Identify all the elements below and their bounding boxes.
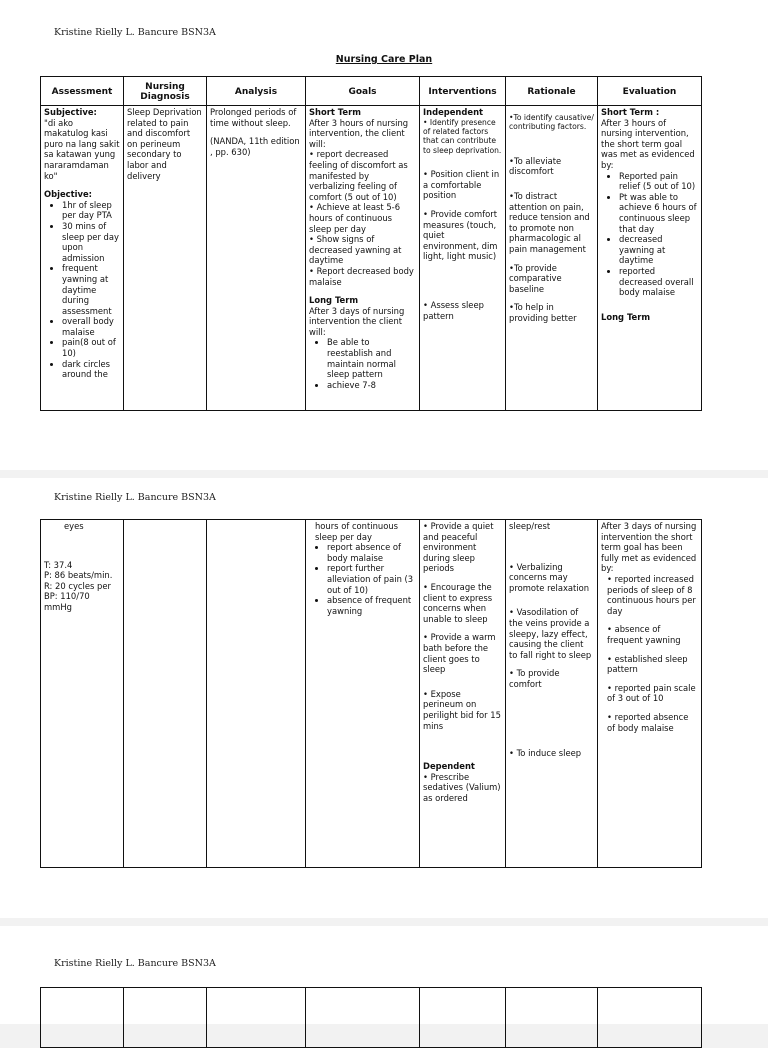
objective-item: • frequent yawning at daytime during assessment xyxy=(62,263,120,316)
goal-item: • Report decreased body malaise xyxy=(309,265,414,287)
page-1 xyxy=(0,0,768,470)
header-interventions: Interventions xyxy=(420,77,506,106)
intervention-item: • Expose perineum on perilight bid for 15 mins xyxy=(423,688,501,731)
goals-cell xyxy=(306,106,420,411)
rationale-item: •To distract attention on pain, reduce tension and to promote non pharmacologic al pain management xyxy=(509,191,590,254)
page-2 xyxy=(0,478,768,918)
header-nursing-diagnosis: Nursing Diagnosis xyxy=(124,77,207,106)
analysis-cell xyxy=(207,520,306,868)
empty-cell xyxy=(506,988,598,1048)
assessment-cell xyxy=(41,106,124,411)
eval-long-term-label: Long Term xyxy=(601,311,651,322)
empty-cell xyxy=(41,988,124,1048)
content-row xyxy=(41,106,702,411)
header-goals: Goals xyxy=(306,77,420,106)
long-term-label: Long Term xyxy=(309,295,359,306)
interventions-cell xyxy=(420,520,506,868)
analysis-cell xyxy=(207,106,306,411)
empty-cell xyxy=(598,988,702,1048)
eval-item: • reported increased periods of sleep of 8 continuous hours per day xyxy=(607,573,696,616)
rationale-cell xyxy=(506,520,598,868)
eval-item: • established sleep pattern xyxy=(607,653,688,675)
intervention-item: • Provide a warm bath before the client goes to sleep xyxy=(423,632,496,675)
objective-item: • 1hr of sleep per day PTA xyxy=(62,200,120,221)
intervention-item: • Identify presence of related factors that can contribute to sleep deprivation. xyxy=(423,117,502,155)
goal-item: • Show signs of decreased yawning at daytime xyxy=(309,234,402,266)
page-title: Nursing Care Plan xyxy=(335,54,433,65)
goal-item: • report decreased feeling of discomfort as manifested by verbalizing feeling of comfort (5 out of 10) xyxy=(309,149,408,202)
dependent-item: • Prescribe sedatives (Valium) as ordered xyxy=(423,771,501,803)
objective-item: • pain(8 out of 10) xyxy=(62,337,120,358)
page-3 xyxy=(0,926,768,1024)
care-plan-table-continued xyxy=(40,987,702,1048)
long-term-intro: After 3 days of nursing intervention the client will: xyxy=(309,305,405,337)
rationale-item: •To identify causative/ contributing factors. xyxy=(509,113,594,132)
short-term-label: Short Term xyxy=(309,107,361,117)
objective-item: • 30 mins of sleep per day upon admission xyxy=(62,221,120,263)
eval-short-term-intro: After 3 hours of nursing intervention, the short term goal was met as evidenced by: xyxy=(601,117,695,170)
goal-item: • report further alleviation of pain (3 out of 10) xyxy=(327,563,416,595)
eval-short-term-label: Short Term : xyxy=(601,107,660,117)
assessment-cell xyxy=(41,520,124,868)
analysis-reference: (NANDA, 11th edition , pp. 630) xyxy=(210,136,300,157)
objective-item: • overall body malaise xyxy=(62,316,120,337)
long-term-item: • Be able to reestablish and maintain normal sleep pattern xyxy=(327,337,416,379)
eval-item: • Reported pain relief (5 out of 10) xyxy=(619,171,698,192)
empty-cell xyxy=(124,988,207,1048)
assessment-continued: eyes xyxy=(64,521,84,531)
vital-sign: BP: 110/70 mmHg xyxy=(44,591,90,612)
rationale-item: sleep/rest xyxy=(509,521,551,531)
goal-item: • Achieve at least 5-6 hours of continuous sleep per day xyxy=(309,202,401,234)
author-line: Kristine Rielly L. Bancure BSN3A xyxy=(54,958,216,969)
care-plan-table-continued xyxy=(40,519,702,868)
care-plan-table xyxy=(40,76,702,411)
intervention-item: • Provide comfort measures (touch, quiet environment, dim light, light music) xyxy=(423,209,498,262)
goal-continued: hours of continuous sleep per day xyxy=(315,521,399,542)
rationale-item: • Vasodilation of the veins provide a sleepy, lazy effect, causing the client to fall right to sleep xyxy=(509,607,592,660)
dependent-label: Dependent xyxy=(423,761,475,772)
eval-item: • reported decreased overall body malaise xyxy=(619,266,698,298)
eval-item: • reported absence of body malaise xyxy=(607,711,689,733)
content-row xyxy=(41,520,702,868)
header-analysis: Analysis xyxy=(207,77,306,106)
vital-sign: R: 20 cycles per xyxy=(44,580,111,591)
goal-item: • report absence of body malaise xyxy=(327,542,416,563)
eval-item: • absence of frequent yawning xyxy=(607,624,681,645)
goal-item: • absence of frequent yawning xyxy=(327,595,416,616)
goals-cell xyxy=(306,520,420,868)
vital-sign: P: 86 beats/min. xyxy=(44,570,113,581)
intervention-item: • Position client in a comfortable position xyxy=(423,169,500,201)
analysis-text: Prolonged periods of time without sleep. xyxy=(210,107,297,128)
empty-cell xyxy=(420,988,506,1048)
intervention-item: • Encourage the client to express concerns when unable to sleep xyxy=(423,581,493,624)
eval-item: • Pt was able to achieve 6 hours of continuous sleep that day xyxy=(619,192,698,234)
objective-item: • dark circles around the xyxy=(62,359,120,380)
interventions-cell xyxy=(420,106,506,411)
diagnosis-text: Sleep Deprivation related to pain and discomfort on perineum secondary to labor and delivery xyxy=(127,107,202,181)
rationale-item: •To alleviate discomfort xyxy=(509,155,562,177)
evaluation-cell xyxy=(598,520,702,868)
intervention-item: • Provide a quiet and peaceful environment during sleep periods xyxy=(423,521,494,574)
header-evaluation: Evaluation xyxy=(598,77,702,106)
header-rationale: Rationale xyxy=(506,77,598,106)
subjective-text: "di ako makatulog kasi puro na lang sakit sa katawan yung nararamdaman ko" xyxy=(44,117,120,181)
empty-cell xyxy=(306,988,420,1048)
diagnosis-cell xyxy=(124,520,207,868)
empty-cell xyxy=(207,988,306,1048)
evaluation-cell xyxy=(598,106,702,411)
header-assessment: Assessment xyxy=(41,77,124,106)
vital-sign: T: 37.4 xyxy=(44,559,73,570)
rationale-item: •To provide comparative baseline xyxy=(509,262,562,294)
author-line: Kristine Rielly L. Bancure BSN3A xyxy=(54,27,216,38)
content-row xyxy=(41,988,702,1048)
header-row xyxy=(41,77,702,106)
rationale-item: • Verbalizing concerns may promote relaxation xyxy=(509,561,590,593)
diagnosis-cell xyxy=(124,106,207,411)
rationale-item: •To help in providing better xyxy=(509,302,577,323)
rationale-item: • To provide comfort xyxy=(509,668,560,689)
rationale-cell xyxy=(506,106,598,411)
author-line: Kristine Rielly L. Bancure BSN3A xyxy=(54,492,216,503)
objective-list xyxy=(44,200,120,380)
eval-short-term-list xyxy=(601,171,698,298)
eval-item: • decreased yawning at daytime xyxy=(619,234,698,266)
intervention-item: • Assess sleep pattern xyxy=(423,299,484,321)
rationale-item: • To induce sleep xyxy=(509,747,582,758)
goals-continued-list xyxy=(309,542,416,616)
short-term-intro: After 3 hours of nursing intervention, the client will: xyxy=(309,117,409,149)
long-term-item: • achieve 7-8 xyxy=(327,380,416,391)
eval-item: • reported pain scale of 3 out of 10 xyxy=(607,682,696,704)
independent-label: Independent xyxy=(423,107,484,117)
subjective-label: Subjective: xyxy=(44,107,97,117)
eval-long-term-intro: After 3 days of nursing intervention the short term goal has been fully met as evidenced by: xyxy=(601,521,697,574)
long-term-list xyxy=(309,337,416,390)
objective-label: Objective: xyxy=(44,189,92,200)
